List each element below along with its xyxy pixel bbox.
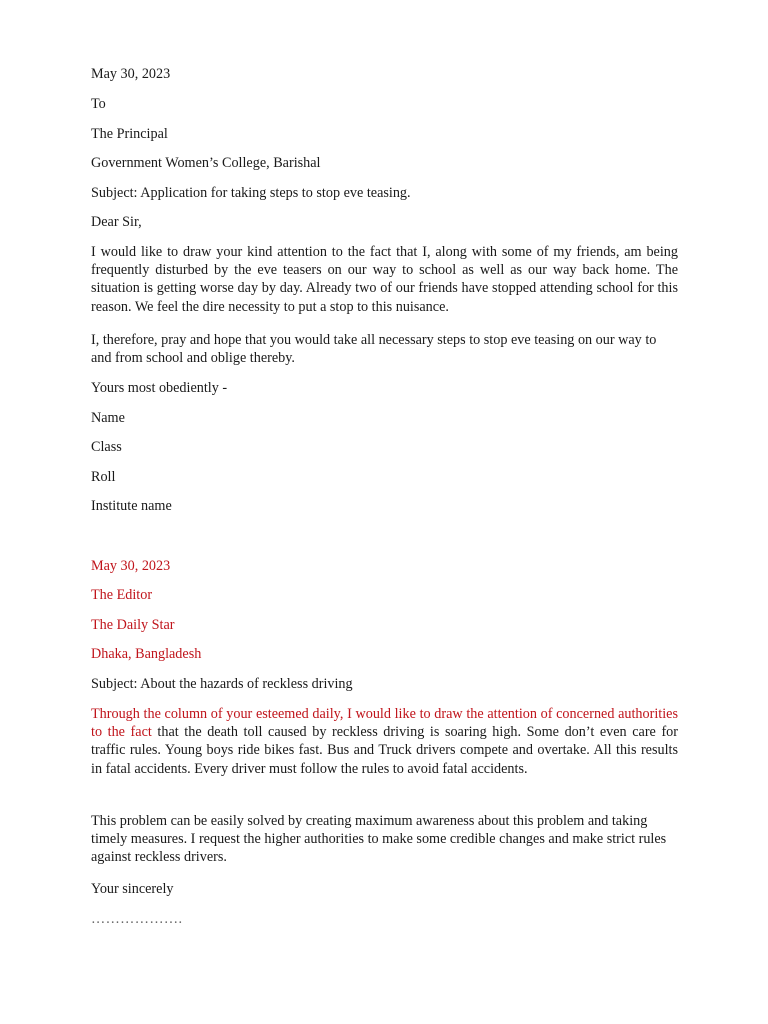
- letter1-closing: Yours most obediently -: [91, 380, 228, 396]
- letter1-signature-name: Name: [91, 410, 125, 426]
- letter1-salutation: Dear Sir,: [91, 214, 142, 230]
- letter2-subject: Subject: About the hazards of reckless driving: [91, 676, 353, 692]
- letter1-signature-institute: Institute name: [91, 498, 172, 514]
- letter1-signature-roll: Roll: [91, 469, 116, 485]
- letter2-body-red-text: Through the column of your esteemed daily, I would like to draw the attention of concerned authorities to the fact: [91, 706, 678, 741]
- letter2-recipient-title: The Editor: [91, 587, 153, 603]
- letter2-recipient-location: Dhaka, Bangladesh: [91, 646, 202, 662]
- letter2-body-text: that the death toll caused by reckless driving is soaring high. Some don’t even care for traffic rules. Young boys ride bikes fast. Bus and Truck drivers compete and overtake. All this results in fatal accidents. Every driver must follow the rules to avoid fatal accidents.: [91, 724, 678, 777]
- letter2-date: May 30, 2023: [91, 558, 171, 574]
- letter2-signature-dots: ……………….: [91, 911, 183, 927]
- letter2-body-paragraph-1: [91, 705, 678, 778]
- letter2-body-paragraph-2: This problem can be easily solved by creating maximum awareness about this problem and taking timely measures. I request the higher authorities to make some credible changes and make strict rules against reckless drivers.: [91, 813, 667, 866]
- letter1-signature-class: Class: [91, 439, 122, 455]
- letter2-recipient-org: The Daily Star: [91, 617, 175, 633]
- letter1-body-paragraph-2: I, therefore, pray and hope that you would take all necessary steps to stop eve teasing on our way to and from school and oblige thereby.: [91, 332, 657, 367]
- letter1-recipient-title: The Principal: [91, 126, 168, 142]
- letter1-subject: Subject: Application for taking steps to stop eve teasing.: [91, 185, 411, 201]
- letter1-to: To: [91, 96, 106, 112]
- letter1-date: May 30, 2023: [91, 66, 171, 82]
- letter1-recipient-org: Government Women’s College, Barishal: [91, 155, 321, 171]
- letter2-closing: Your sincerely: [91, 881, 174, 897]
- letter1-body-paragraph-1: I would like to draw your kind attention to the fact that I, along with some of my friends, am being frequently disturbed by the eve teasers on our way to school as well as our way back home. The situation is getting worse day by day. Already two of our friends have stopped attending school for this reason. We feel the dire necessity to put a stop to this nuisance.: [91, 244, 678, 315]
